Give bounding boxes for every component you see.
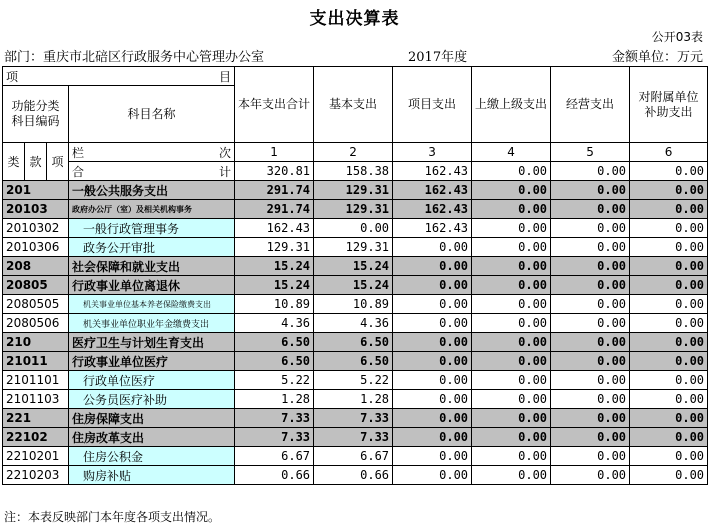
total-value: 0.00 <box>551 162 630 181</box>
row-value: 291.74 <box>235 181 314 200</box>
row-value: 6.50 <box>235 333 314 352</box>
row-name: 行政事业单位医疗 <box>69 352 235 371</box>
table-row <box>3 428 708 447</box>
row-value: 0.00 <box>551 447 630 466</box>
row-value: 0.00 <box>472 200 551 219</box>
row-name: 住房改革支出 <box>69 428 235 447</box>
row-value: 0.00 <box>393 333 472 352</box>
form-number: 公开03表 <box>651 30 703 44</box>
row-value: 0.00 <box>472 466 551 485</box>
row-value: 6.50 <box>314 333 393 352</box>
row-code: 2010306 <box>3 238 69 257</box>
row-value: 7.33 <box>235 428 314 447</box>
row-value: 4.36 <box>314 314 393 333</box>
row-value: 7.33 <box>314 409 393 428</box>
col-header-basic: 基本支出 <box>314 67 393 143</box>
row-name: 公务员医疗补助 <box>69 390 235 409</box>
row-value: 0.00 <box>472 390 551 409</box>
col-header-upper: 上缴上级支出 <box>472 67 551 143</box>
header-xiang-mu <box>3 67 235 86</box>
row-code: 201 <box>3 181 69 200</box>
table-row <box>3 314 708 333</box>
header-lei: 类 <box>3 143 25 181</box>
row-value: 0.00 <box>630 447 708 466</box>
row-value: 0.00 <box>630 181 708 200</box>
row-code: 2210203 <box>3 466 69 485</box>
col-num: 5 <box>551 143 630 162</box>
row-value: 6.67 <box>235 447 314 466</box>
row-code: 210 <box>3 333 69 352</box>
row-name: 住房公积金 <box>69 447 235 466</box>
row-code: 20103 <box>3 200 69 219</box>
total-ji: 计 <box>219 164 232 179</box>
row-value: 15.24 <box>314 276 393 295</box>
fiscal-year: 2017年度 <box>408 50 468 65</box>
row-value: 0.00 <box>393 390 472 409</box>
row-name: 机关事业单位职业年金缴费支出 <box>69 314 235 333</box>
row-code: 221 <box>3 409 69 428</box>
row-value: 0.00 <box>314 219 393 238</box>
row-value: 6.67 <box>314 447 393 466</box>
row-value: 0.00 <box>630 428 708 447</box>
row-value: 10.89 <box>314 295 393 314</box>
col-header-subsidy: 对附属单位补助支出 <box>630 67 708 143</box>
row-value: 15.24 <box>314 257 393 276</box>
row-value: 7.33 <box>314 428 393 447</box>
row-value: 0.00 <box>393 371 472 390</box>
row-value: 0.00 <box>393 466 472 485</box>
row-value: 129.31 <box>314 200 393 219</box>
total-value: 0.00 <box>472 162 551 181</box>
row-value: 0.00 <box>551 409 630 428</box>
header-lan-ci <box>69 143 235 162</box>
col-header-project: 项目支出 <box>393 67 472 143</box>
table-row <box>3 257 708 276</box>
row-value: 0.00 <box>393 257 472 276</box>
total-value: 320.81 <box>235 162 314 181</box>
row-value: 0.00 <box>630 276 708 295</box>
row-value: 129.31 <box>314 238 393 257</box>
row-value: 0.00 <box>393 238 472 257</box>
header-xiang2: 项 <box>47 143 69 181</box>
col-num: 1 <box>235 143 314 162</box>
row-value: 0.00 <box>472 428 551 447</box>
row-value: 6.50 <box>235 352 314 371</box>
row-value: 0.00 <box>630 314 708 333</box>
row-value: 0.00 <box>551 257 630 276</box>
row-value: 129.31 <box>314 181 393 200</box>
row-value: 162.43 <box>393 219 472 238</box>
row-value: 0.00 <box>393 447 472 466</box>
row-value: 0.00 <box>630 295 708 314</box>
row-value: 0.00 <box>393 428 472 447</box>
row-value: 0.00 <box>472 238 551 257</box>
row-value: 0.00 <box>551 333 630 352</box>
header-subject-name: 科目名称 <box>69 86 235 143</box>
row-value: 0.00 <box>630 219 708 238</box>
row-value: 0.00 <box>551 390 630 409</box>
row-value: 0.00 <box>472 409 551 428</box>
col-num: 6 <box>630 143 708 162</box>
row-value: 0.00 <box>393 276 472 295</box>
header-func-code: 功能分类科目编码 <box>3 86 69 143</box>
row-value: 0.00 <box>630 257 708 276</box>
row-value: 5.22 <box>235 371 314 390</box>
row-name: 政府办公厅（室）及相关机构事务 <box>69 200 235 219</box>
table-row <box>3 181 708 200</box>
table-row <box>3 390 708 409</box>
row-value: 0.00 <box>472 352 551 371</box>
row-value: 1.28 <box>314 390 393 409</box>
row-value: 0.00 <box>472 371 551 390</box>
row-value: 15.24 <box>235 257 314 276</box>
row-code: 2101103 <box>3 390 69 409</box>
row-value: 291.74 <box>235 200 314 219</box>
amount-unit: 金额单位：万元 <box>611 50 703 65</box>
row-name: 住房保障支出 <box>69 409 235 428</box>
row-value: 0.00 <box>630 409 708 428</box>
row-value: 0.00 <box>472 257 551 276</box>
row-name: 一般行政管理事务 <box>69 219 235 238</box>
table-row <box>3 276 708 295</box>
expenditure-table <box>2 66 708 485</box>
row-value: 162.43 <box>235 219 314 238</box>
total-he: 合 <box>72 164 85 179</box>
table-row <box>3 200 708 219</box>
row-code: 2101101 <box>3 371 69 390</box>
row-value: 6.50 <box>314 352 393 371</box>
header-lan: 栏 <box>72 145 85 160</box>
row-value: 0.00 <box>551 428 630 447</box>
row-value: 0.66 <box>235 466 314 485</box>
row-name: 购房补贴 <box>69 466 235 485</box>
row-value: 10.89 <box>235 295 314 314</box>
col-num: 4 <box>472 143 551 162</box>
row-code: 208 <box>3 257 69 276</box>
row-value: 4.36 <box>235 314 314 333</box>
row-code: 2010302 <box>3 219 69 238</box>
col-num: 2 <box>314 143 393 162</box>
row-value: 0.66 <box>314 466 393 485</box>
col-header-total: 本年支出合计 <box>235 67 314 143</box>
row-value: 0.00 <box>393 295 472 314</box>
row-value: 15.24 <box>235 276 314 295</box>
row-value: 0.00 <box>551 371 630 390</box>
header-xiang: 项 <box>6 69 19 84</box>
row-value: 0.00 <box>551 200 630 219</box>
row-value: 0.00 <box>551 314 630 333</box>
row-value: 0.00 <box>551 181 630 200</box>
header-ci: 次 <box>219 145 232 160</box>
row-code: 2080505 <box>3 295 69 314</box>
col-header-business: 经营支出 <box>551 67 630 143</box>
row-value: 0.00 <box>472 447 551 466</box>
table-row <box>3 295 708 314</box>
row-value: 0.00 <box>630 352 708 371</box>
row-value: 0.00 <box>472 276 551 295</box>
col-num: 3 <box>393 143 472 162</box>
table-row <box>3 333 708 352</box>
table-row <box>3 447 708 466</box>
row-value: 0.00 <box>393 409 472 428</box>
row-value: 0.00 <box>551 466 630 485</box>
page-title: 支出决算表 <box>309 9 400 29</box>
row-name: 政务公开审批 <box>69 238 235 257</box>
row-value: 0.00 <box>630 238 708 257</box>
row-name: 医疗卫生与计划生育支出 <box>69 333 235 352</box>
total-value: 158.38 <box>314 162 393 181</box>
footnote: 注：本表反映部门本年度各项支出情况。 <box>4 510 221 524</box>
row-value: 0.00 <box>472 181 551 200</box>
row-value: 129.31 <box>235 238 314 257</box>
row-value: 162.43 <box>393 181 472 200</box>
table-row <box>3 409 708 428</box>
row-value: 0.00 <box>393 314 472 333</box>
row-name: 行政事业单位离退休 <box>69 276 235 295</box>
row-value: 162.43 <box>393 200 472 219</box>
header-mu: 目 <box>219 69 232 84</box>
row-value: 0.00 <box>472 333 551 352</box>
row-value: 0.00 <box>472 219 551 238</box>
row-name: 社会保障和就业支出 <box>69 257 235 276</box>
row-value: 0.00 <box>630 200 708 219</box>
row-code: 20805 <box>3 276 69 295</box>
row-value: 0.00 <box>551 238 630 257</box>
row-value: 0.00 <box>630 333 708 352</box>
total-value: 162.43 <box>393 162 472 181</box>
row-value: 0.00 <box>551 219 630 238</box>
row-value: 0.00 <box>551 276 630 295</box>
row-code: 2210201 <box>3 447 69 466</box>
header-kuan: 款 <box>25 143 47 181</box>
row-code: 22102 <box>3 428 69 447</box>
row-value: 0.00 <box>551 352 630 371</box>
table-row <box>3 238 708 257</box>
row-code: 2080506 <box>3 314 69 333</box>
row-value: 5.22 <box>314 371 393 390</box>
row-value: 0.00 <box>630 466 708 485</box>
row-code: 21011 <box>3 352 69 371</box>
row-name: 行政单位医疗 <box>69 371 235 390</box>
row-value: 0.00 <box>630 371 708 390</box>
row-value: 0.00 <box>472 295 551 314</box>
row-value: 0.00 <box>393 352 472 371</box>
department-label: 部门：重庆市北碚区行政服务中心管理办公室 <box>4 50 265 65</box>
row-value: 0.00 <box>472 314 551 333</box>
row-name: 一般公共服务支出 <box>69 181 235 200</box>
row-value: 0.00 <box>630 390 708 409</box>
row-value: 1.28 <box>235 390 314 409</box>
row-value: 7.33 <box>235 409 314 428</box>
table-row <box>3 352 708 371</box>
table-row <box>3 466 708 485</box>
table-row <box>3 371 708 390</box>
row-name: 机关事业单位基本养老保险缴费支出 <box>69 295 235 314</box>
total-label <box>69 162 235 181</box>
table-row <box>3 219 708 238</box>
row-value: 0.00 <box>551 295 630 314</box>
total-value: 0.00 <box>630 162 708 181</box>
